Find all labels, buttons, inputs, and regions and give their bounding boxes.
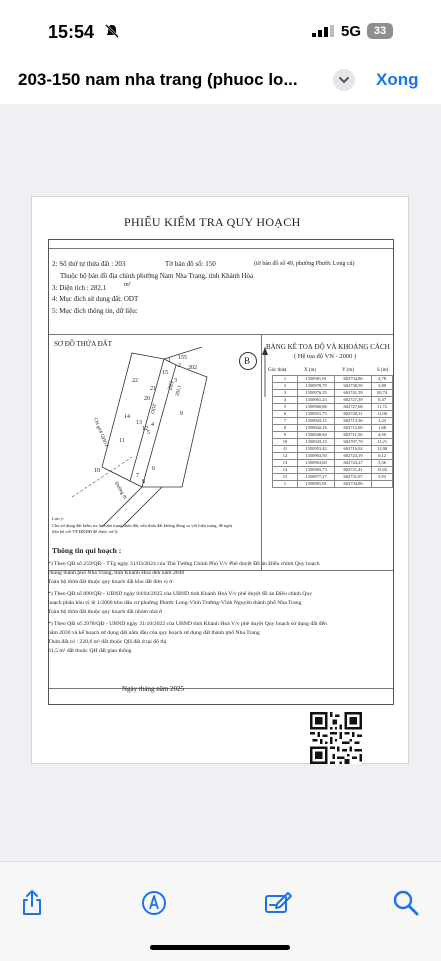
table-row	[273, 376, 393, 383]
area: 3: Diện tích : 282,1	[52, 284, 107, 292]
table-subtitle: ( Hệ tọa độ VN - 2000 )	[294, 353, 357, 360]
table-row	[273, 425, 393, 432]
table-row	[273, 404, 393, 411]
table-row	[273, 390, 393, 397]
parcel-label-5: 5	[147, 430, 150, 436]
table-cell: 13	[273, 460, 298, 467]
table-cell: 1	[273, 376, 298, 383]
road-label: Đường đi	[113, 481, 127, 501]
area-unit: m²	[124, 282, 131, 288]
table-header-s: S (m)	[377, 368, 389, 373]
document-heading: PHIẾU KIỂM TRA QUY HOẠCH	[124, 215, 301, 229]
table-cell: 602711,56	[335, 432, 372, 439]
table-cell: 602724,19	[335, 453, 372, 460]
parcel-label-155: 155	[178, 355, 187, 361]
table-cell: 602720,31	[335, 411, 372, 418]
table-cell: 6	[273, 411, 298, 418]
table-row	[273, 383, 393, 390]
table-cell: 8	[273, 425, 298, 432]
parcel-label-9: 9	[180, 411, 183, 417]
parcel-label-20: 20	[144, 396, 150, 402]
date-line: Ngày tháng năm 2025	[122, 685, 185, 693]
table-cell: 11,72	[372, 404, 393, 411]
parcel-label-14: 14	[124, 414, 130, 420]
parcel-label-7: 7	[136, 473, 139, 479]
share-icon[interactable]	[17, 888, 47, 918]
parcel-label-21: 21	[150, 386, 156, 392]
info-line-9: 61,5 m² đất thuộc QH đất giao thông	[48, 648, 132, 654]
chevron-down-icon	[333, 69, 355, 91]
title-dropdown-button[interactable]	[333, 69, 355, 91]
table-cell: 1350960,86	[298, 404, 335, 411]
info-title: Thông tin qui hoạch :	[52, 546, 122, 555]
table-row	[273, 467, 393, 474]
table-row	[273, 446, 393, 453]
navigation-bar	[0, 60, 441, 104]
battery-icon: 33	[367, 23, 393, 39]
parcel-label-13: 13	[136, 420, 142, 426]
table-cell: 3,56	[372, 460, 393, 467]
table-cell: 602721,41	[335, 467, 372, 474]
parcel-label-22: 22	[132, 378, 138, 384]
done-button[interactable]: Xong	[376, 70, 419, 89]
map-title: SƠ ĐỒ THỬA ĐẤT	[54, 340, 112, 348]
table-cell: 1350963,50	[298, 453, 335, 460]
table-cell: 1350951,75	[298, 411, 335, 418]
table-cell: 4,50	[372, 432, 393, 439]
table-cell: 1350965,73	[298, 467, 335, 474]
table-cell: 0,47	[372, 397, 393, 404]
table-row	[273, 432, 393, 439]
info-line-2: Toàn bộ thửa đất thuộc quy hoạch đất khu đất đơn vị ở	[48, 579, 173, 585]
parcel-label-203: 203	[167, 380, 176, 392]
bell-muted-icon	[104, 23, 120, 39]
table-cell: 9	[273, 432, 298, 439]
table-cell: 14	[273, 467, 298, 474]
parcel-label-11: 11	[119, 438, 125, 444]
note-line-1: Chủ sử dụng đất kiểm tra lại hiện trạng thửa đất, nếu thửa đất không đúng so với hiện trạng, đề nghị	[52, 523, 233, 528]
table-cell: 602727,68	[335, 404, 372, 411]
signal-icon	[312, 25, 336, 37]
parcel-label-2: 2	[178, 363, 181, 369]
table-cell	[372, 481, 393, 488]
table-cell: 602731,07	[335, 474, 372, 481]
land-use-purpose: 4: Mục đích sử dụng đất: ODT	[52, 295, 139, 303]
status-bar	[0, 0, 441, 60]
table-cell: 5,93	[372, 474, 393, 481]
north-marker	[239, 352, 257, 370]
table-cell: 1350978,79	[298, 383, 335, 390]
info-line-8: Thửa đất có : 220,6 m² đất thuộc QH đất ở tại đô thị	[48, 639, 167, 645]
table-title: BẢNG KÊ TOẠ ĐỘ VÀ KHOẢNG CÁCH	[266, 343, 390, 351]
document-viewer[interactable]	[0, 104, 441, 861]
table-cell: 602734,86	[335, 481, 372, 488]
home-indicator	[150, 945, 290, 950]
parcel-label-12: 12	[142, 426, 148, 432]
table-cell: 4	[273, 397, 298, 404]
parcel-label-15: 15	[162, 370, 168, 376]
search-icon[interactable]	[391, 888, 421, 918]
table-cell: 1350981,81	[298, 376, 335, 383]
info-line-3: *) Theo QĐ số 890/QĐ - UBND ngày 04/04/2025 của UBND tỉnh Khánh Hoà V/v phê duyệt đồ án Điều chỉnh Quy	[48, 591, 313, 597]
note-line-2: liên hệ với VP ĐKĐĐ để được xử lý	[52, 529, 118, 534]
network-type: 5G	[341, 23, 362, 40]
info-line-5: Toàn bộ thửa đất thuộc quy hoạch đất nhóm nhà ở	[48, 609, 163, 615]
parcel-label-3: 3	[174, 378, 177, 384]
table-cell: 1	[273, 481, 298, 488]
table-cell: 602734,86	[335, 376, 372, 383]
table-cell: 1350977,27	[298, 474, 335, 481]
qr-code	[310, 712, 362, 764]
table-header-corner: Góc thửa	[268, 368, 287, 373]
map-set: Thuộc bộ bản đồ địa chính phường Nam Nha Trang, tỉnh Khánh Hòa	[60, 272, 254, 280]
table-cell: 1350940,84	[298, 432, 335, 439]
info-purpose: 5: Mục đích thông tin, dữ liệu:	[52, 307, 138, 315]
parcel-label-10: 10	[94, 468, 100, 474]
table-cell: 3,80	[372, 383, 393, 390]
coordinate-table	[272, 375, 393, 488]
table-cell: 1350976,35	[298, 390, 335, 397]
table-cell: 5	[273, 404, 298, 411]
table-cell: 1350961,23	[298, 397, 335, 404]
table-row	[273, 453, 393, 460]
table-cell: 602727,39	[335, 397, 372, 404]
parcel-label-4: 4	[151, 422, 154, 428]
table-header-y: Y (m)	[342, 368, 354, 373]
table-cell: 3	[273, 390, 298, 397]
parcel-label-area: 282,1	[175, 384, 184, 397]
table-cell: 602713,36	[335, 418, 372, 425]
table-cell: 20,74	[372, 390, 393, 397]
table-cell: 1350943,15	[298, 439, 335, 446]
table-cell: 0,12	[372, 453, 393, 460]
parcel-label-6: 6	[152, 466, 155, 472]
info-line-6: *) Theo QĐ số 2978/QĐ - UBND ngày 31/10/2022 của UBND tỉnh Khánh Hoà V/v phê duyệt Quy hoạch sử dụng đất đến	[48, 621, 327, 627]
status-time: 15:54	[48, 22, 95, 42]
map-sheet-number: Tờ bản đồ số: 150	[165, 260, 216, 268]
bottom-toolbar	[0, 861, 441, 961]
table-header-x: X (m)	[304, 368, 317, 373]
table-cell: 10	[273, 439, 298, 446]
table-cell: 2	[273, 383, 298, 390]
info-line-7: năm 2030 và kế hoạch sử dụng đất năm đầu của quy hoạch sử dụng đất thành phố Nha Trang	[48, 630, 260, 636]
parcel-label-odt: ODT	[150, 403, 159, 415]
table-cell: 602724,27	[335, 460, 372, 467]
table-cell: 1350943,15	[298, 418, 335, 425]
table-cell: 12	[273, 453, 298, 460]
north-marker-label: B	[244, 356, 251, 366]
parcel-label-1: 1	[168, 358, 171, 364]
table-cell: 15,02	[372, 467, 393, 474]
note-title: Lưu ý:	[52, 516, 65, 521]
table-cell: 602741,59	[335, 390, 372, 397]
document-page	[31, 196, 409, 764]
table-cell: 1,23	[372, 418, 393, 425]
table-row	[273, 418, 393, 425]
table-cell: 7	[273, 418, 298, 425]
table-cell: 15	[273, 474, 298, 481]
table-row	[273, 411, 393, 418]
table-cell: 1350963,60	[298, 460, 335, 467]
table-cell: 11,06	[372, 411, 393, 418]
table-row	[273, 460, 393, 467]
table-cell: 11	[273, 446, 298, 453]
road-boundary-label: Chỉ giới QHGT	[92, 417, 109, 449]
info-line-4: hoạch phân khu tỷ lệ 1/2000 khu dân cư phường Phước Long-Vĩnh Trường-Vĩnh Nguyên thành phố Nha Trang	[48, 600, 302, 606]
table-cell: 602716,02	[335, 446, 372, 453]
table-row	[273, 481, 393, 488]
document-title[interactable]: 203-150 nam nha trang (phuoc lo...	[18, 70, 298, 89]
info-line-0: *) Theo QĐ số 259/QĐ - TTg ngày 31/03/2024 của Thủ Tướng Chính Phủ V/v Phê duyệt Đồ án Điều chỉnh Quy hoạch	[48, 561, 320, 567]
old-map-sheet: (tờ bản đồ số 49, phường Phước Long cũ)	[254, 261, 355, 267]
table-cell: 602707,70	[335, 439, 372, 446]
table-row	[273, 439, 393, 446]
parcel-number: 2: Số thứ tự thửa đất : 203	[52, 260, 126, 268]
table-cell: 1350953,42	[298, 446, 335, 453]
parcel-label-8: 8	[142, 479, 145, 485]
table-cell: 13,21	[372, 439, 393, 446]
table-row	[273, 397, 393, 404]
table-cell: 4,78	[372, 376, 393, 383]
edit-icon[interactable]	[263, 888, 293, 918]
table-cell: 1350942,16	[298, 425, 335, 432]
info-line-1: chung thành phố Nha Trang, tỉnh Khánh Hoà đến năm 2040	[48, 570, 185, 576]
parcel-label-202: 202	[188, 365, 197, 371]
table-row	[273, 474, 393, 481]
table-cell: 602712,60	[335, 425, 372, 432]
table-cell: 1350981,81	[298, 481, 335, 488]
markup-icon[interactable]	[139, 888, 169, 918]
table-cell: 1,68	[372, 425, 393, 432]
table-cell: 602738,59	[335, 383, 372, 390]
table-cell: 12,98	[372, 446, 393, 453]
